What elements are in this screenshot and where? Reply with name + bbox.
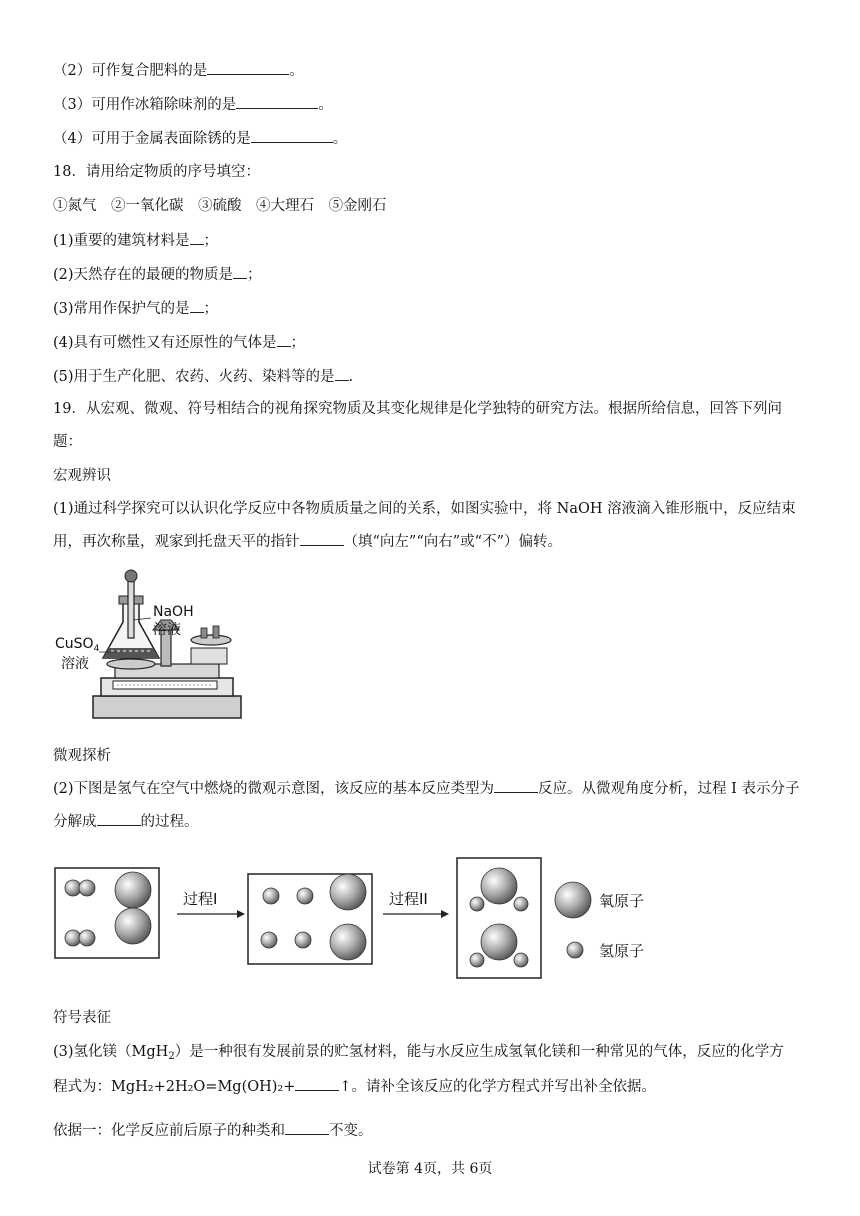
q18-item-5: (5)用于生产化肥、农药、火药、染料等的是 . <box>53 366 353 387</box>
answer-blank[interactable] <box>236 94 318 109</box>
label-naoh-solution: 溶液 <box>153 622 181 638</box>
q17-item-3: （3）可用作冰箱除味剂的是 。 <box>53 94 333 115</box>
q19-part-2: (2)下图是氢气在空气中燃烧的微观示意图，该反应的基本反应类型为 反应。从微观角度分析，过程 I 表示分子分解成 的过程。 <box>53 773 808 839</box>
answer-blank[interactable] <box>285 1120 329 1135</box>
answer-blank[interactable] <box>190 230 204 245</box>
label-process-2: 过程II <box>389 890 428 908</box>
legend-hydrogen-atom <box>567 942 583 958</box>
answer-blank[interactable] <box>300 531 344 546</box>
q17-item-2: （2）可作复合肥料的是 。 <box>53 60 304 81</box>
balance-figure <box>53 568 243 724</box>
q19-part-3-line-2: 程式为：MgH₂+2H₂O=Mg(OH)₂+ ↑。请补全该反应的化学方程式并写出补全依据。 <box>53 1076 656 1097</box>
answer-blank[interactable] <box>207 60 289 75</box>
q19-part-3-line-1: (3)氢化镁（MgH$_2$）是一种很有发展前景的贮氢材料，能与水反应生成氢氧化镁和一种常见的气体，反应的化学方 <box>53 1044 784 1062</box>
chemical-equation: MgH₂+2H₂O=Mg(OH)₂+ <box>111 1079 296 1095</box>
legend-hydrogen-label: 氢原子 <box>599 942 645 960</box>
q18-item-2: (2)天然存在的最硬的物质是 ； <box>53 264 262 285</box>
answer-blank[interactable] <box>233 264 247 279</box>
q19-intro: 19．从宏观、微观、符号相结合的视角探究物质及其变化规律是化学独特的研究方法。根据所给信息，回答下列问题： <box>53 401 782 450</box>
answer-blank[interactable] <box>190 298 204 313</box>
answer-blank[interactable] <box>277 332 291 347</box>
label-naoh: NaOH <box>153 604 194 620</box>
q18-item-4: (4)具有可燃性又有还原性的气体是 ； <box>53 332 305 353</box>
q18-title: 18．请用给定物质的序号填空： <box>53 164 260 180</box>
answer-blank[interactable] <box>494 778 538 793</box>
label-cuso4: CuSO$_4$ <box>55 636 100 654</box>
answer-blank[interactable] <box>295 1076 339 1091</box>
answer-blank[interactable] <box>335 366 349 381</box>
label-cuso4-solution: 溶液 <box>61 656 89 672</box>
q17-item-4: （4）可用于金属表面除锈的是 。 <box>53 128 347 149</box>
micro-reaction-diagram <box>53 854 693 984</box>
section-micro: 微观探析 <box>53 748 111 764</box>
q19-basis-1: 依据一：化学反应前后原子的种类和 不变。 <box>53 1120 373 1141</box>
section-symbol: 符号表征 <box>53 1010 111 1026</box>
label-process-1: 过程I <box>183 890 218 908</box>
q19-part-1: (1)通过科学探究可以认识化学反应中各物质质量之间的关系，如图实验中，将 NaOH 溶液滴入锥形瓶中，反应结束用，再次称量，观家到托盘天平的指针 （填“向左”“向右”或“不”）偏转。 <box>53 501 796 550</box>
legend-oxygen-atom <box>555 882 591 918</box>
answer-blank[interactable] <box>251 128 333 143</box>
q18-item-1: (1)重要的建筑材料是 ； <box>53 230 218 251</box>
page-footer: 试卷第 4页，共 6页 <box>367 1161 493 1177</box>
section-macro: 宏观辨识 <box>53 468 111 484</box>
answer-blank[interactable] <box>97 811 141 826</box>
q18-options: ①氮气 ②一氧化碳 ③硫酸 ④大理石 ⑤金刚石 <box>53 198 387 214</box>
q18-item-3: (3)常用作保护气的是 ； <box>53 298 218 319</box>
legend-oxygen-label: 氧原子 <box>599 892 645 910</box>
